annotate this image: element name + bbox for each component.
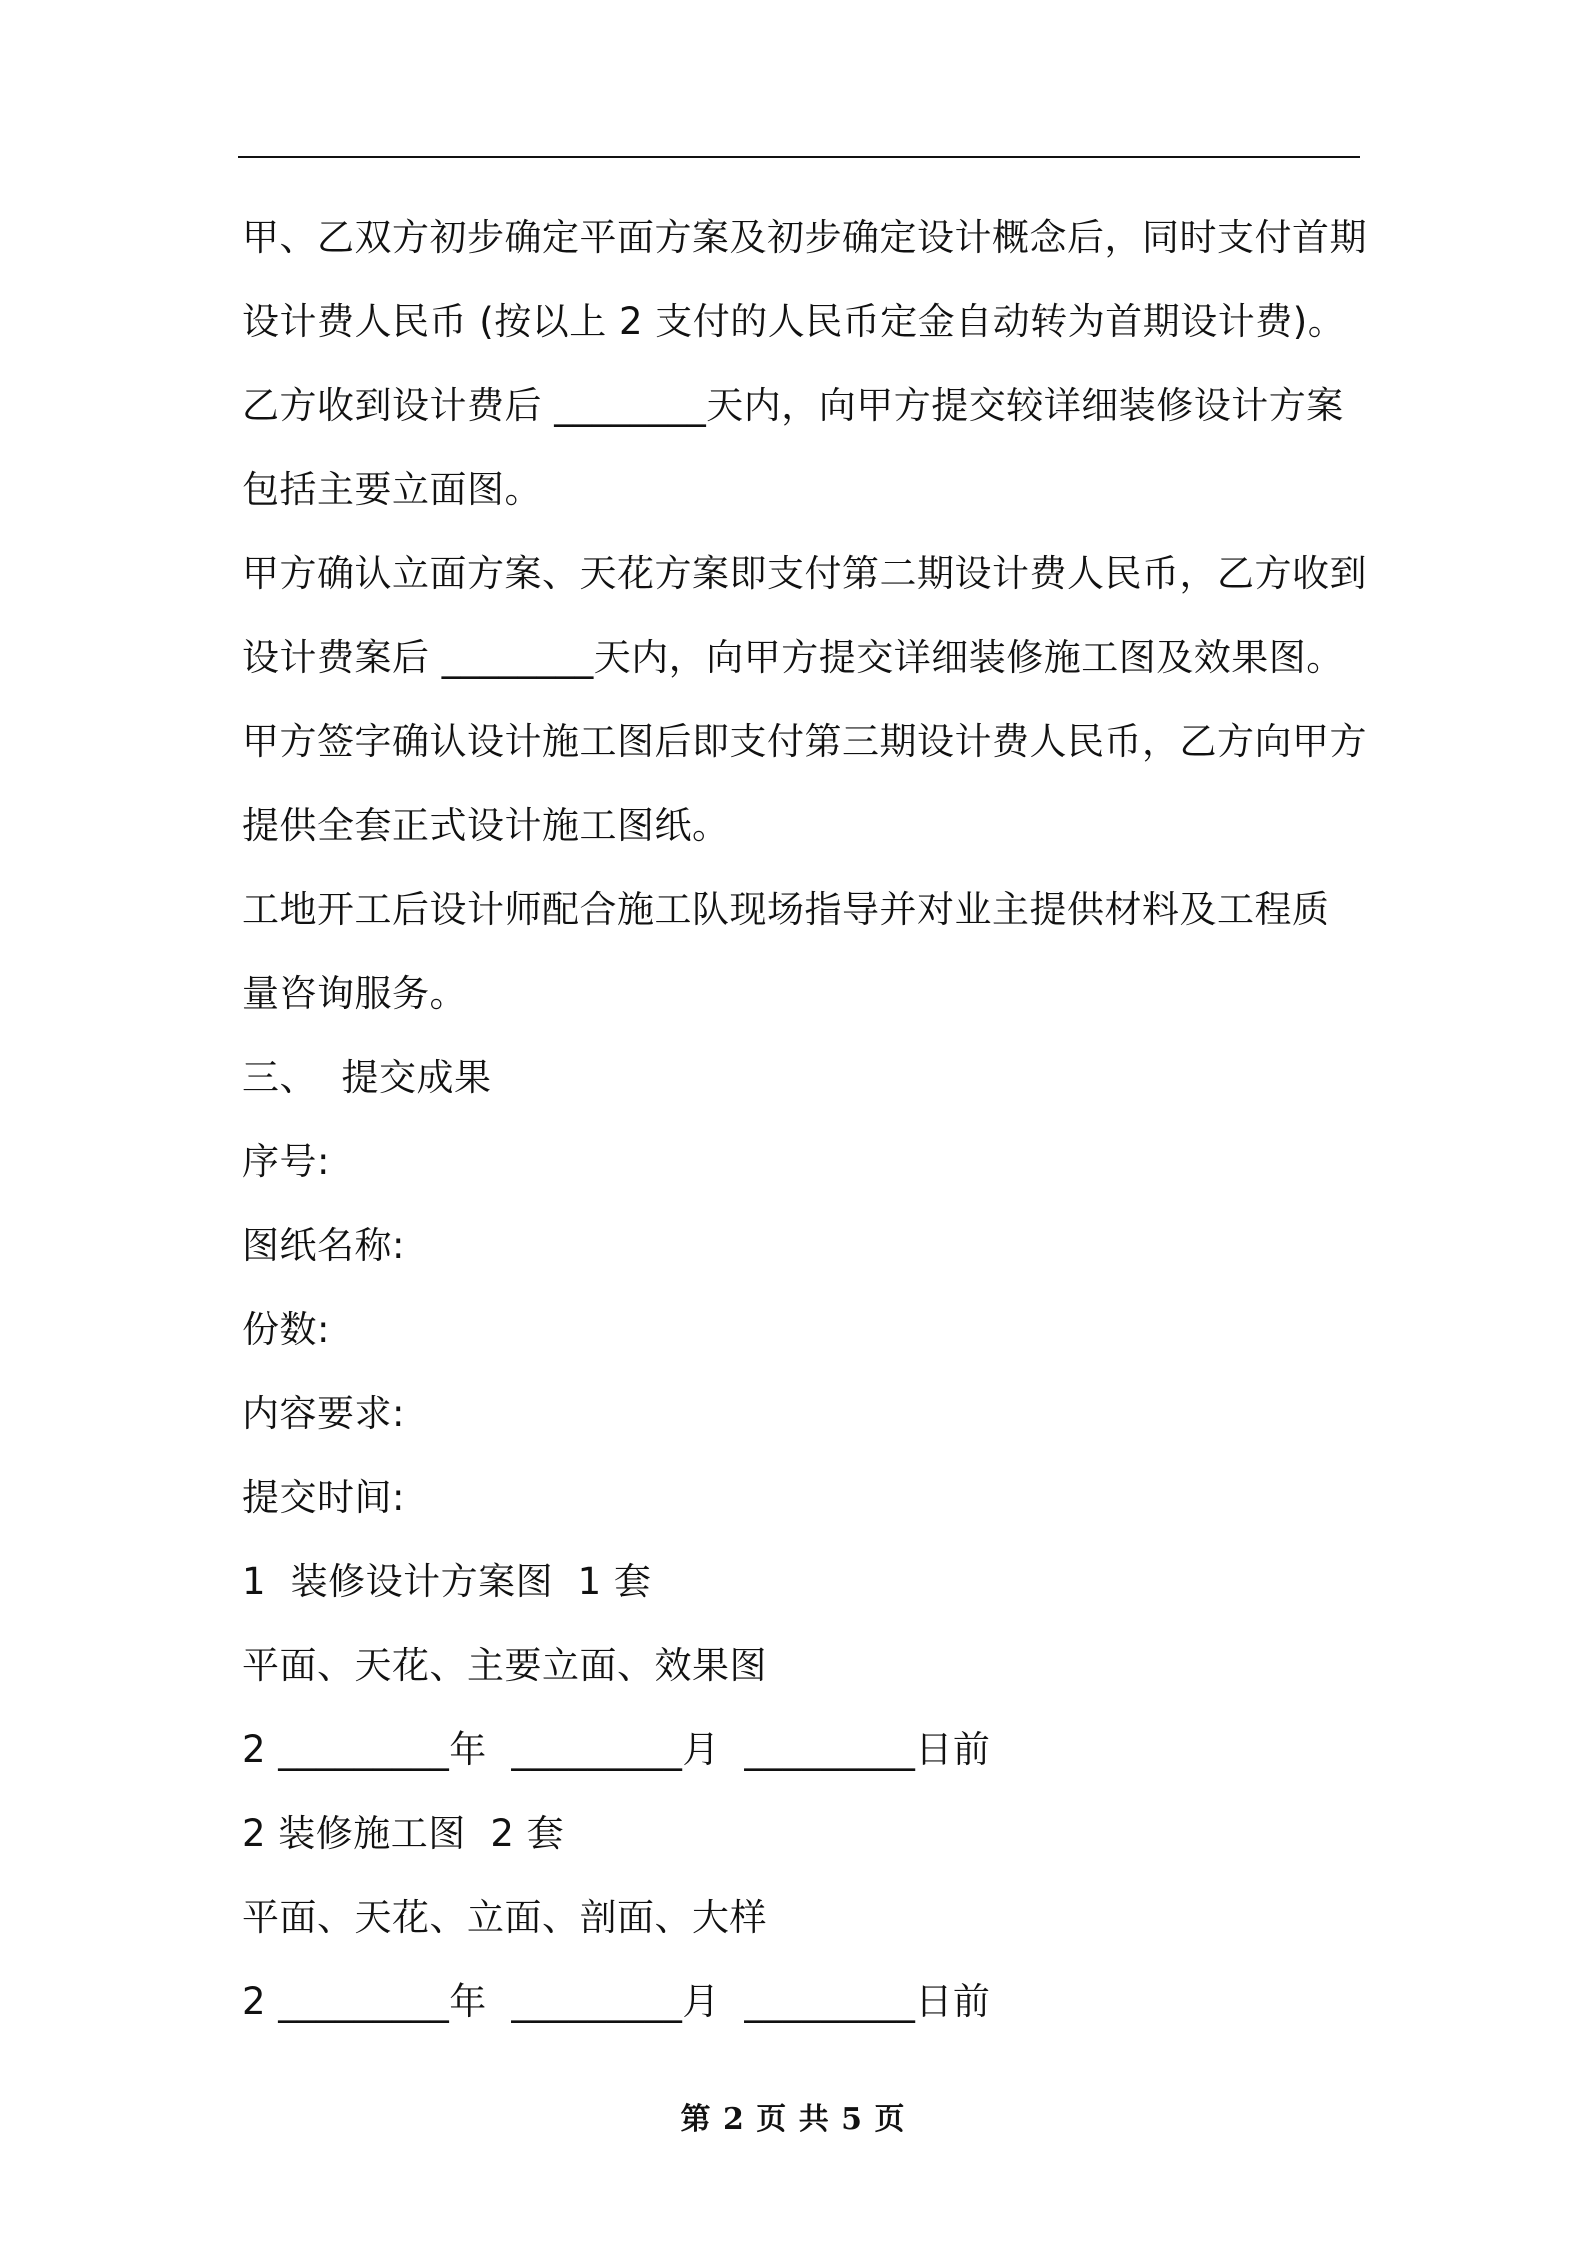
text-line: 量咨询服务。 <box>242 972 467 1015</box>
deliverable-content: 平面、天花、立面、剖面、大样 <box>242 1896 767 1939</box>
deliverable-date: 2 _________年 _________月 _________日前 <box>242 1728 991 1771</box>
deliverable-item: 2 装修施工图 2 套 <box>242 1812 565 1855</box>
text-line: 提供全套正式设计施工图纸。 <box>242 804 730 847</box>
text-line: 甲、乙双方初步确定平面方案及初步确定设计概念后，同时支付首期 <box>242 216 1367 259</box>
section-heading: 三、 提交成果 <box>242 1056 492 1099</box>
text-line: 甲方签字确认设计施工图后即支付第三期设计费人民币，乙方向甲方 <box>242 720 1367 763</box>
deliverable-item: 1 装修设计方案图 1 套 <box>242 1560 652 1603</box>
text-line: 乙方收到设计费后 ________天内，向甲方提交较详细装修设计方案 <box>242 384 1344 427</box>
field-label-serial-number: 序号: <box>242 1140 330 1183</box>
field-label-submission-time: 提交时间: <box>242 1476 405 1519</box>
text-line: 设计费案后 ________天内，向甲方提交详细装修施工图及效果图。 <box>242 636 1344 679</box>
text-line: 工地开工后设计师配合施工队现场指导并对业主提供材料及工程质 <box>242 888 1330 931</box>
text-line: 设计费人民币 (按以上 2 支付的人民币定金自动转为首期设计费)。 <box>242 300 1346 343</box>
field-label-copies: 份数: <box>242 1308 330 1351</box>
document-body <box>242 196 1367 2044</box>
text-line: 甲方确认立面方案、天花方案即支付第二期设计费人民币，乙方收到 <box>242 552 1367 595</box>
field-label-content-requirements: 内容要求: <box>242 1392 405 1435</box>
deliverable-date: 2 _________年 _________月 _________日前 <box>242 1980 991 2023</box>
header-rule <box>238 156 1360 158</box>
page-number: 第 2 页 共 5 页 <box>680 2102 906 2137</box>
field-label-drawing-name: 图纸名称: <box>242 1224 405 1267</box>
text-line: 包括主要立面图。 <box>242 468 542 511</box>
deliverable-content: 平面、天花、主要立面、效果图 <box>242 1644 767 1687</box>
